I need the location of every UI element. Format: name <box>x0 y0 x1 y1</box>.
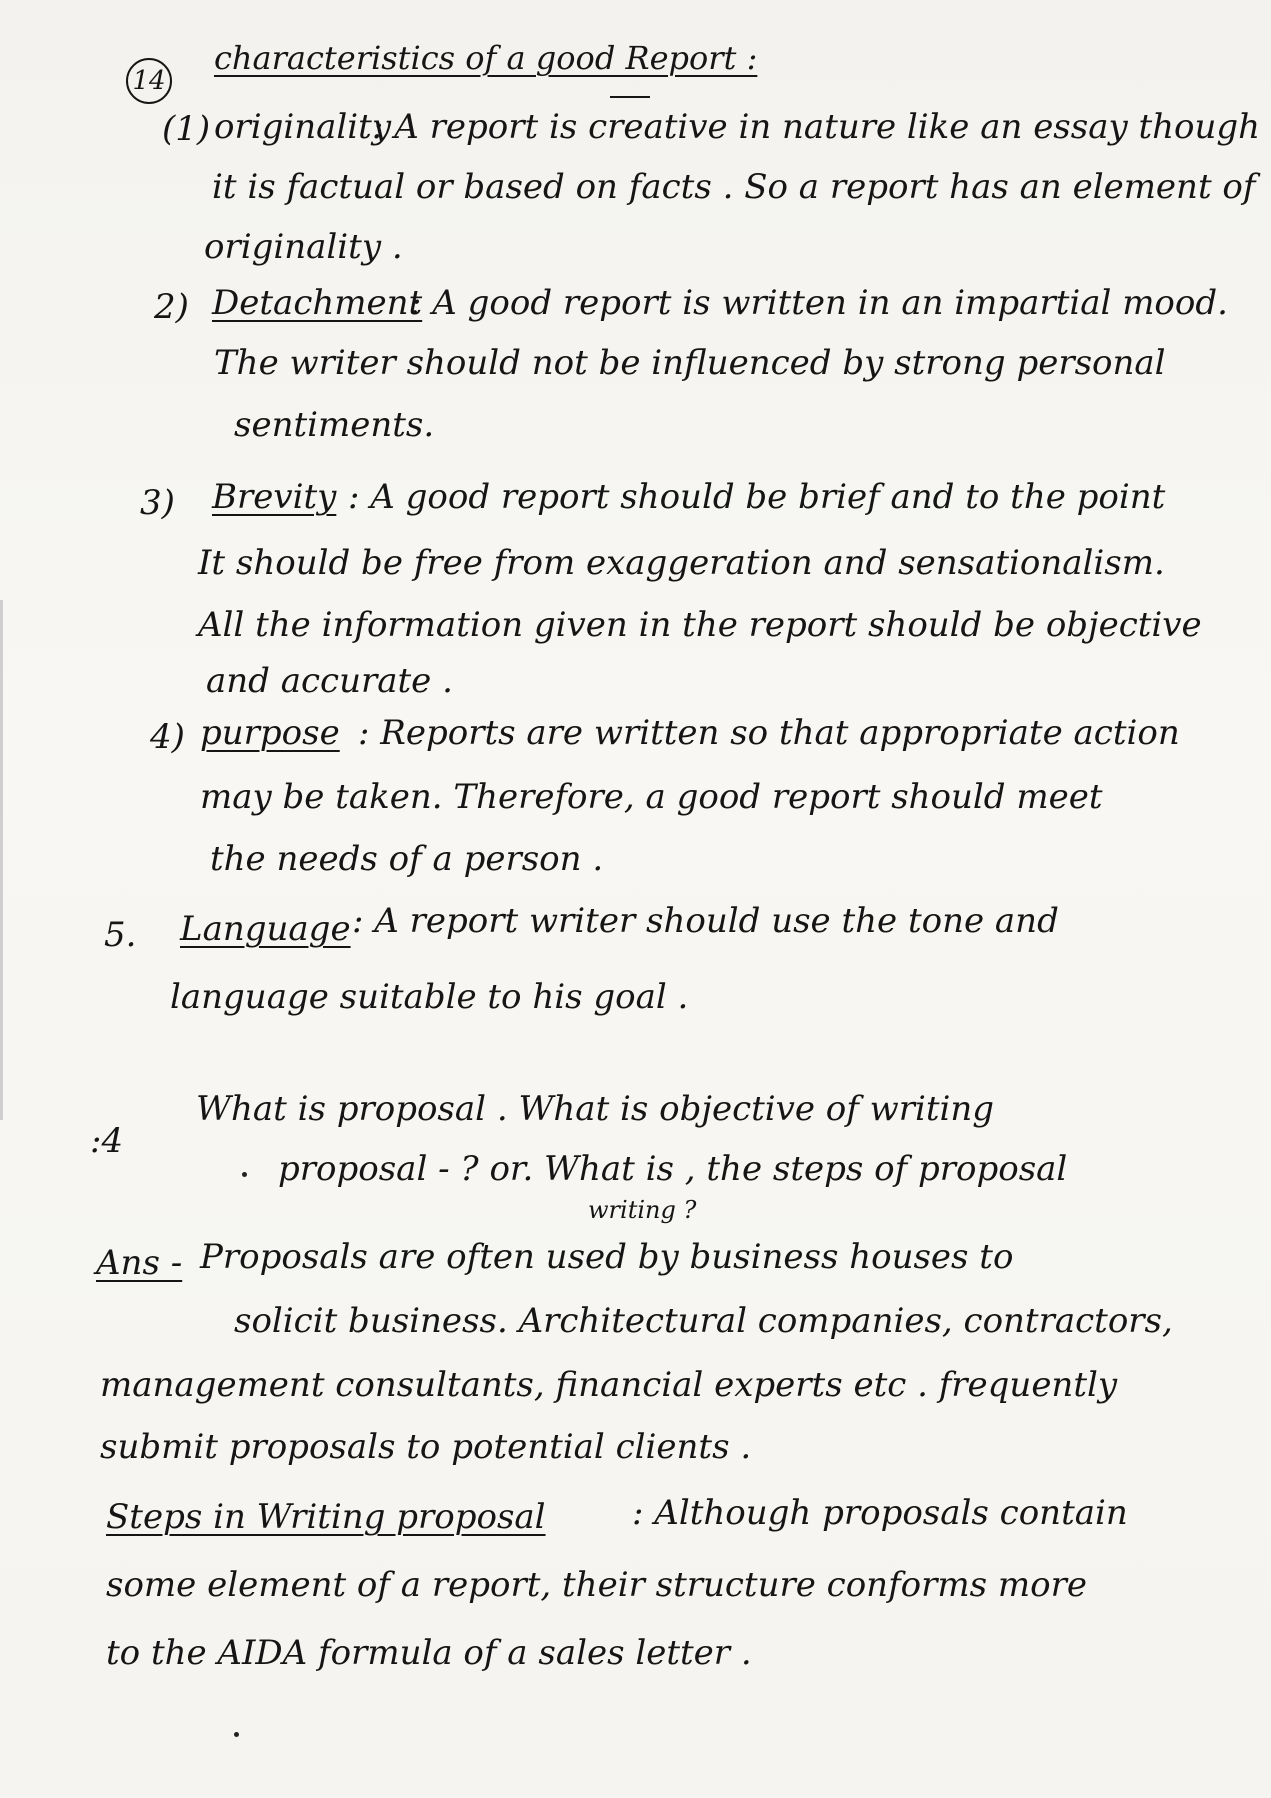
question-4-line-1: What is proposal . What is objective of writing <box>196 1089 995 1129</box>
point-4-line-1: : Reports are written so that appropriate action <box>358 713 1180 753</box>
point-4-line-2: may be taken. Therefore, a good report should meet <box>200 777 1103 817</box>
point-3-line-1: : A good report should be brief and to the point <box>348 477 1166 517</box>
question-4-line-2: proposal - ? or. What is , the steps of proposal <box>278 1149 1068 1189</box>
question-number: 14 <box>132 66 166 96</box>
answer-line-1: Proposals are often used by business houses to <box>200 1237 1014 1277</box>
point-5-line-1: : A report writer should use the tone and <box>352 901 1059 941</box>
point-1-line-2: it is factual or based on facts . So a report has an element of <box>212 167 1256 207</box>
point-2-line-1: : A good report is written in an impartial mood. <box>410 283 1228 323</box>
steps-line-3: to the AIDA formula of a sales letter . <box>106 1633 752 1673</box>
steps-line-1: : Although proposals contain <box>632 1493 1128 1533</box>
point-2-number: 2) <box>154 287 189 327</box>
steps-heading: Steps in Writing proposal <box>106 1497 546 1537</box>
question-4-number: :4 <box>90 1121 124 1161</box>
question-number-circle <box>126 58 172 104</box>
point-1-line-1: : A report is creative in nature like an essay though <box>372 107 1261 147</box>
point-4-heading: purpose <box>200 713 340 753</box>
point-3-heading: Brevity <box>212 477 337 517</box>
point-5-line-2: language suitable to his goal . <box>170 977 689 1017</box>
section-title: characteristics of a good Report : <box>214 39 758 77</box>
answer-label: Ans - <box>96 1243 183 1283</box>
point-2-heading: Detachment <box>212 283 423 323</box>
point-3-number: 3) <box>140 483 175 523</box>
point-1-number: (1) <box>162 109 211 149</box>
point-4-line-3: the needs of a person . <box>210 839 604 879</box>
point-1-line-3: originality . <box>204 227 403 267</box>
answer-line-4: submit proposals to potential clients . <box>100 1427 752 1467</box>
stray-dot <box>234 1732 239 1737</box>
question-4-insert-word: writing ? <box>588 1196 697 1224</box>
point-2-line-2: The writer should not be influenced by strong personal <box>214 343 1166 383</box>
point-3-line-3: All the information given in the report should be objective <box>198 605 1202 645</box>
page-edge-shadow <box>0 600 3 1120</box>
answer-line-3: management consultants, financial experts etc . frequently <box>100 1365 1118 1405</box>
point-3-line-2: It should be free from exaggeration and sensationalism. <box>198 543 1165 583</box>
point-1-heading: originality <box>214 107 392 147</box>
title-trailing-dashes <box>610 96 650 98</box>
answer-line-2: solicit business. Architectural companies, contractors, <box>234 1301 1173 1341</box>
bullet-dot <box>242 1172 247 1177</box>
point-5-heading: Language <box>180 909 351 949</box>
steps-line-2: some element of a report, their structure conforms more <box>106 1565 1087 1605</box>
point-5-number: 5. <box>104 915 137 955</box>
point-2-line-3: sentiments. <box>234 405 435 445</box>
point-4-number: 4) <box>150 717 185 757</box>
point-3-line-4: and accurate . <box>206 661 453 701</box>
